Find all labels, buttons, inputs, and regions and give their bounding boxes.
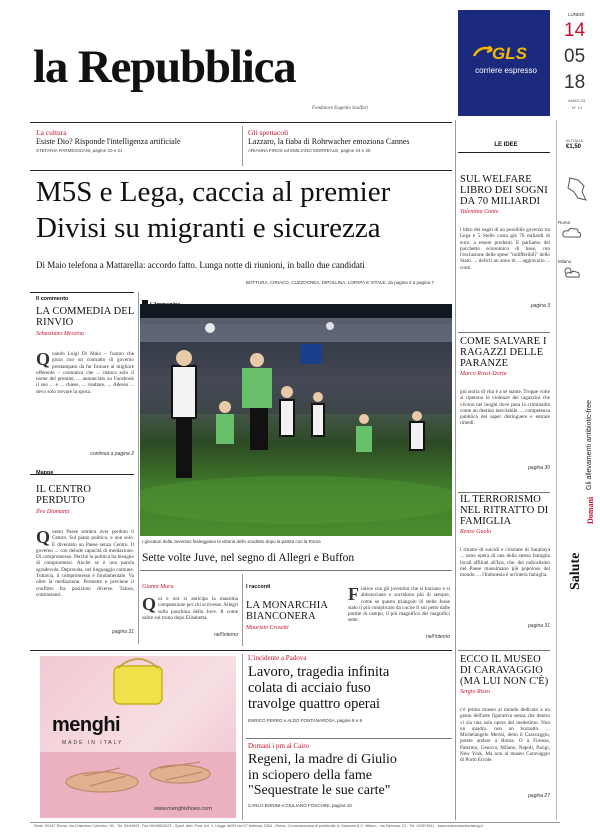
- menghi-brand: menghi: [52, 714, 121, 736]
- cairo-line3: "Sequestrate le sue carte": [248, 783, 391, 798]
- date-anno: ANNO 43: [568, 98, 586, 103]
- ideas-label: LE IDEE: [494, 142, 518, 148]
- salute-tagline: Gli allevamenti antibiotic-free: [586, 400, 593, 490]
- incidente-article[interactable]: [248, 654, 452, 723]
- photo-label-bar: [140, 293, 452, 303]
- cloud-icon: [562, 227, 582, 239]
- paranze-author: Marco Rossi-Doria: [460, 371, 507, 377]
- menghi-tagline: MADE IN ITALY: [62, 740, 124, 746]
- caravaggio-cont: pagina 27: [528, 793, 550, 799]
- sun-cloud-icon: [562, 266, 582, 278]
- mura-body: Qui e ora si anticipa la massima compensione per chi scrivesse. Allegri sulla panchina della Juve. Il come salire sul trono dopo Elisabetta.: [142, 596, 238, 621]
- commento-article[interactable]: [36, 296, 134, 457]
- commento-title: LA COMMEDIA DEL RINVIO: [36, 306, 134, 328]
- mura-author: Gianni Mura: [142, 584, 174, 590]
- mappe-author: Ilvo Diamanti: [36, 509, 70, 515]
- caravaggio-author: Sergio Rizzo: [460, 689, 490, 695]
- welfare-author: Valentina Conte: [460, 209, 499, 215]
- terrorismo-title: IL TERRORISMO NEL RITRATTO DI FAMIGLIA: [460, 494, 549, 527]
- topbar-culture-label: La cultura: [36, 128, 67, 137]
- mappe-cont: pagina 31: [112, 629, 134, 635]
- price-value: €1,50: [566, 144, 582, 150]
- weather-map-icon: [562, 174, 592, 204]
- juventus-photo[interactable]: [140, 304, 452, 536]
- price-label: IN ITALIA: [566, 138, 584, 143]
- lead-headline-1[interactable]: M5S e Lega, caccia al premier: [36, 176, 391, 208]
- menghi-ad[interactable]: [40, 656, 236, 818]
- date-numero: N° 14: [572, 105, 583, 110]
- mappe-title: IL CENTRO PERDUTO: [36, 484, 92, 506]
- topbar-culture[interactable]: [36, 128, 236, 153]
- mura-cont: nell'interno: [213, 632, 238, 638]
- welfare-cont: pagina 3: [530, 303, 550, 309]
- terrorismo-body: l ritratto di suicidi e cristiane di Surabaya ... sono opera di una della stessa famiglia locali affiliati all'Isis, che, del radicalismo nel Paese musulmano più popoloso del mondo. ... l'Indonesia è un'intera famiglia.: [460, 547, 550, 579]
- cairo-line2: in sciopero della fame: [248, 767, 373, 783]
- footer-imprint: Sede: 00147 Roma, via Cristoforo Colombo, 90 - Tel. 06/49821, Fax 06/49822923 - Sped. Abb. Post. Art. 1, Legge 46/04 del 27 febbraio 2004 - Roma. Concessionaria di pubblicità: A. Manzoni & C. Milano - via Nervesa, 21 - Tel. 02/574941 - www.manzoniadvertising.it: [34, 824, 483, 828]
- menghi-ad-art: [40, 656, 236, 818]
- welfare-body: l libro dei sogni di un possibile governo tra Lega e 5 Stelle costa già 70 miliardi di euro, a essere prudenti. E parliamo del pacchetto economico di base, con l'esclusione delle spese "indifferibili" dello Stato. ... deficit un anno di ... aggravarlo ... conti.: [460, 227, 550, 271]
- mappe-label: Mappe: [36, 470, 54, 476]
- racconti-article[interactable]: [246, 584, 342, 631]
- right-article-welfare[interactable]: [460, 174, 550, 309]
- caravaggio-title: ECCO IL MUSEO DI CARAVAGGIO (MA LUI NON C'È): [460, 654, 549, 687]
- topbar-culture-byline: STEFANIA PARMEGGIANI, pagine 20 e 21: [36, 148, 123, 153]
- salute-brand: Salute: [568, 552, 583, 590]
- salute-day: Domani: [586, 496, 595, 524]
- incidente-label: L'incidente a Padova: [248, 654, 307, 662]
- gls-brand: GLS: [492, 44, 527, 63]
- racconti-title: LA MONARCHIA BIANCONERA: [246, 600, 328, 622]
- right-article-caravaggio[interactable]: [460, 654, 550, 799]
- commento-cont: continua a pagina 2: [90, 451, 134, 457]
- lead-deck: Di Maio telefona a Mattarella: accordo fatto. Lunga notte di riunioni, in ballo due candidati: [36, 260, 365, 270]
- incidente-line1: Lavoro, tragedia infinita: [248, 664, 390, 680]
- right-article-terrorismo[interactable]: [460, 494, 550, 629]
- lead-headline-2[interactable]: Divisi su migranti e sicurezza: [36, 212, 381, 244]
- cairo-byline: CARLO BONINI e GIULIANO FOSCHINI, pagina 10: [248, 802, 352, 808]
- incidente-line3: travolge quattro operai: [248, 696, 381, 712]
- mappe-body: Questo Paese sembra aver perduto il Centro. Sul piano politico, e non solo. E diventato un Paese senza Centro. Il governo ... con delude capacità di mediazione. Di compromesso. Perché la politica ha bisogno di compromessi. Anche se è una parola sgradevole. Depravata, nel linguaggio comune. Tuttavia, il compromesso è fondamentale. Va oltre la mediazione. Permette e previene il conflitto fra posizioni diverse. Talora, contrastanti.: [36, 529, 134, 598]
- commento-author: Sebastiano Messina: [36, 331, 84, 337]
- topbar-shows[interactable]: [248, 128, 450, 153]
- cairo-article[interactable]: [248, 742, 452, 808]
- mappe-article[interactable]: [36, 470, 134, 635]
- gls-tagline: corriere espresso: [475, 66, 537, 75]
- racconti-author: Maurizio Crosetti: [246, 625, 289, 631]
- gls-logo: [472, 44, 542, 62]
- mura-article[interactable]: [142, 584, 238, 638]
- incidente-byline: ENRICO FERRO e ALDO FONTANAROSA, pagine 8 e 9: [248, 718, 362, 723]
- welfare-title: SUL WELFARE LIBRO DEI SOGNI DA 70 MILIARDI: [460, 174, 548, 207]
- photo-scene: [140, 304, 452, 536]
- terrorismo-author: Renzo Guolo: [460, 529, 492, 535]
- racconti-label: I racconti: [246, 584, 271, 590]
- topbar-shows-headline: Lazzaro, la fiaba di Rohrwacher emoziona Cannes: [248, 137, 410, 146]
- paranze-title: COME SALVARE I RAGAZZI DELLE PARANZE: [460, 336, 547, 369]
- terrorismo-cont: pagina 31: [528, 623, 550, 629]
- racconti-cont: nell'interno: [425, 634, 450, 640]
- cairo-label: Domani i pm al Cairo: [248, 742, 310, 750]
- menghi-url: www.menghishoes.com: [154, 806, 212, 812]
- topbar-culture-headline: Esiste Dio? Risponde l'intelligenza artificiale: [36, 137, 181, 146]
- racconti-body: Finisce con gli juventini che si baciano e si abbracciano e sorridono più di sempre, come se questo triangolo di stelle fosse stato il più complicato da cucire fi sul petto dalle partite di campo, il più magnifico dei magnifici sette.: [348, 586, 450, 624]
- right-article-paranze[interactable]: [460, 336, 550, 471]
- masthead-founder: Fondatore Eugenio Scalfari: [312, 106, 368, 111]
- weather-city-1: Roma: [558, 220, 571, 225]
- cairo-line1: Regeni, la madre di Giulio: [248, 752, 397, 767]
- date-month: 05: [564, 46, 586, 67]
- photo-headline[interactable]: Sette volte Juve, nel segno di Allegri e Buffon: [142, 552, 355, 564]
- side-strip: [558, 160, 594, 278]
- weather-city-2: Milano: [558, 259, 572, 264]
- date-year: 18: [564, 72, 586, 93]
- incidente-line2: colata di acciaio fuso: [248, 680, 371, 696]
- gls-arrow-icon: [472, 46, 494, 60]
- gls-ad: [458, 10, 550, 116]
- topbar-shows-label: Gli spettacoli: [248, 128, 289, 137]
- date-weekday: LUNEDÌ: [568, 12, 585, 17]
- photo-caption: I giocatori della Juventus festeggiano la vittoria dello scudetto dopo la partita con la Roma: [142, 539, 321, 544]
- commento-label: Il commento: [36, 296, 69, 302]
- masthead-title: la Repubblica: [33, 41, 296, 93]
- paranze-body: gni storia di vita è a sé stante. Troppe volte si ripetono le violenze dei ragazzini che vivono nei luoghi dove pesa la criminalità come un destino inevitabile. ... competenza pubblica del saper distinguere e entrare rimedi.: [460, 389, 550, 427]
- lead-byline: BOTTURA, CIRIACO, CUZZOCREA, DIPOLLINA, LOPAPA E VITALE, da pagina 2 a pagina 7: [246, 280, 434, 285]
- commento-body: Quando Luigi Di Maio – l'uomo che giura con un contratto di governo prestampato da far firmare al migliore offerente – comunica che ... manca solo il nome del premier, ... annunciato su Facebook il suo ... e ... chiese, ... risaltare, ... Adesso ... devo solo trovare la sposa.: [36, 351, 134, 395]
- racconti-body-col: [348, 586, 450, 640]
- caravaggio-body: c'è primo museo al mondo dedicato a un genio dell'arte figurativa senza che dentro vi sia una sola opera del medesimo. Non un quadro, non un bozzetto. ... Michelangelo Merisi, detto il Caravaggio, potete andare a Roma. O a Firenze, Palermo, Genova, Milano, Napoli, Parigi, New York. Ma non al museo Caravaggio di Porto Ercole.: [460, 707, 550, 764]
- date-day: 14: [564, 20, 586, 41]
- topbar-shows-byline: ARIANNA FINOS ed EMILIANO MORREALE, pagine 24 e 25: [248, 148, 371, 153]
- paranze-cont: pagina 30: [528, 465, 550, 471]
